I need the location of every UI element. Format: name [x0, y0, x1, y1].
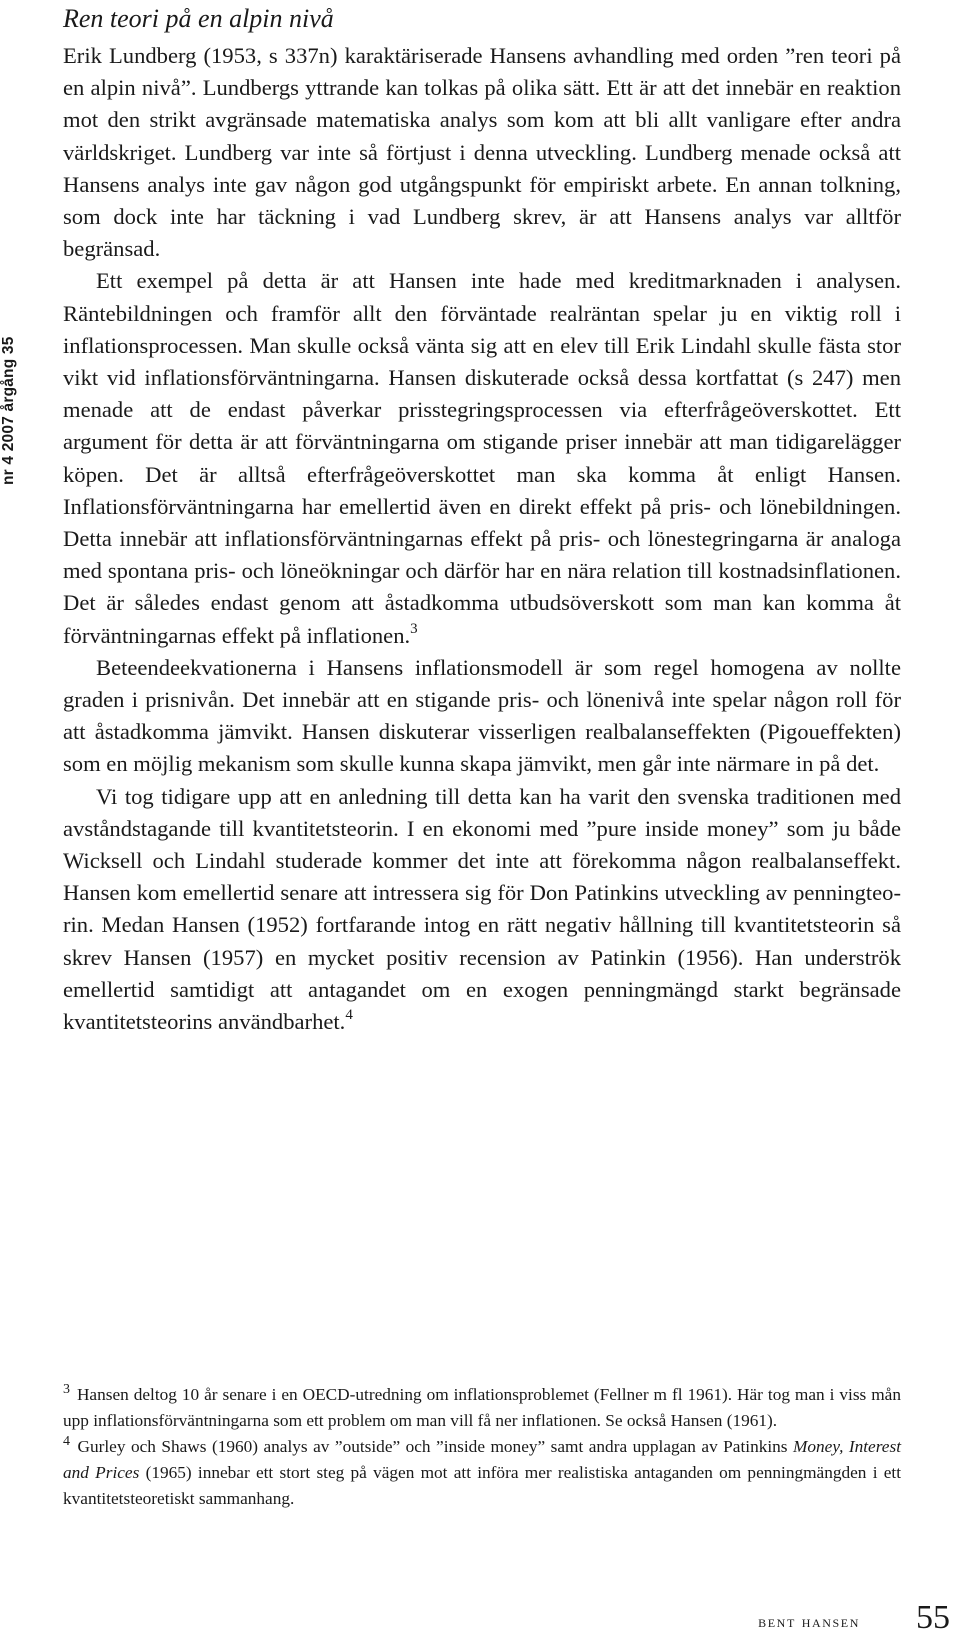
footnote [63, 1382, 901, 1434]
footnote-text: (1965) innebar ett stort steg på vägen mot att införa mer realistiska antaganden om penningmängden i ett kvantitetsteoretiskt sammanhang. [63, 1463, 902, 1508]
section-title: Ren teori på en alpin nivå [63, 4, 334, 33]
paragraph [63, 652, 901, 781]
running-header: nr 4 2007 årgång 35 [0, 336, 17, 485]
paragraph [63, 40, 901, 265]
footnote [63, 1434, 901, 1512]
footnote-reference[interactable]: 3 [410, 620, 418, 637]
page-number: 55 [916, 1599, 950, 1636]
footer-author: bent hansen [758, 1612, 860, 1631]
paragraph-text: Vi tog tidigare upp att en anledning till detta kan ha varit den svenska traditionen med avståndstagande till kvantitetsteorin. I en ekonomi med ”pure inside money” som ju både Wicksell och Lindahl studerade kommer det inte att förekomma någon realbalanseffekt. Hansen kom emellertid senare att intressera sig för Don Patinkins utveckling av penningteorin. Medan Hansen (1952) fortfarande intog en rätt negativ hållning till kvantitetsteorin så skrev Hansen (1957) en mycket positiv recension av Patinkin (1956). Han underströk emellertid samtidigt att antagandet om en exogen penningmängd starkt begränsade kvantitetsteorins användbarhet. [63, 783, 901, 1035]
paragraph [63, 781, 901, 1039]
footnote-text: Gurley och Shaws (1960) analys av ”outside” och ”inside money” samt andra upplagan av Patinkins [77, 1437, 793, 1456]
paragraph-text: Beteendeekvationerna i Hansens inflationsmodell är som regel homogena av nollte graden i prisnivån. Det innebär att en stigande pris- och lönenivå inte spelar någon roll för att åstadkomma jämvikt. Hansen diskuterar visserligen realbalanseffekten (Pigoueffekten) som en möjlig mekanism som skulle kunna skapa jämvikt, men går inte närmare in på det. [63, 654, 901, 777]
footnotes [63, 1382, 901, 1512]
footnote-reference[interactable]: 4 [345, 1007, 353, 1024]
footnote-text: Hansen deltog 10 år senare i en OECD-utredning om inflationsproblemet (Fellner m fl 1961). Här tog man i viss mån upp inflationsförväntningarna som ett problem om man vill få ner inflationen. Se också Hansen (1961). [63, 1385, 901, 1430]
book-title: Money, Interest and Prices [63, 1437, 901, 1482]
main-content [63, 0, 901, 1038]
paragraph-text: Erik Lundberg (1953, s 337n) karaktäriserade Hansens avhandling med orden ”ren teori på en alpin nivå”. Lundbergs yttrande kan tolkas på olika sätt. Ett är att det innebär en reaktion mot den strikt avgränsade matematiska analys som kom att bli allt vanligare efter andra världskriget. Lundberg var inte så förtjust i denna utveckling. Lundberg menade också att Hansens analys inte gav någon god utgångspunkt för empiriskt arbete. En annan tolkning, som dock inte har täckning i vad Lundberg skrev, är att Hansens analys var alltför begränsad. [63, 43, 901, 262]
paragraph-text: Ett exempel på detta är att Hansen inte hade med kreditmarknaden i analysen. Räntebildningen och framför allt den förväntade realräntan spelar ju en viktig roll i inflationsprocessen. Man skulle också vänta sig att en elev till Erik Lindahl skulle fästa stor vikt vid inflationsförväntningarna. Hansen diskuterade också dessa kortfattat (s 247) men menade att de endast påverkar prisstegringsprocessen via efterfrågeöverskottet. Ett argument för detta är att förväntningarna om stigande priser innebär att man tidigarelägger köpen. Det är alltså efterfrågeöverskottet man ska komma åt enligt Hansen. Inflationsförväntningarna har emellertid även en direkt effekt på pris- och lönebildningen. Detta innebär att inflationsförväntningarnas effekt på pris- och lönestegringarna är analoga med spontana pris- och löneökningar och därför har en nära relation till kostnadsinflationen. Det är således endast genom att åstadkomma utbudsöverskott som man kan komma åt förväntningarnas effekt på inflationen. [63, 268, 901, 648]
footnote-mark: 3 [63, 1382, 70, 1397]
body-text [63, 40, 901, 1038]
paragraph [63, 265, 901, 651]
footnote-mark: 4 [63, 1434, 70, 1449]
